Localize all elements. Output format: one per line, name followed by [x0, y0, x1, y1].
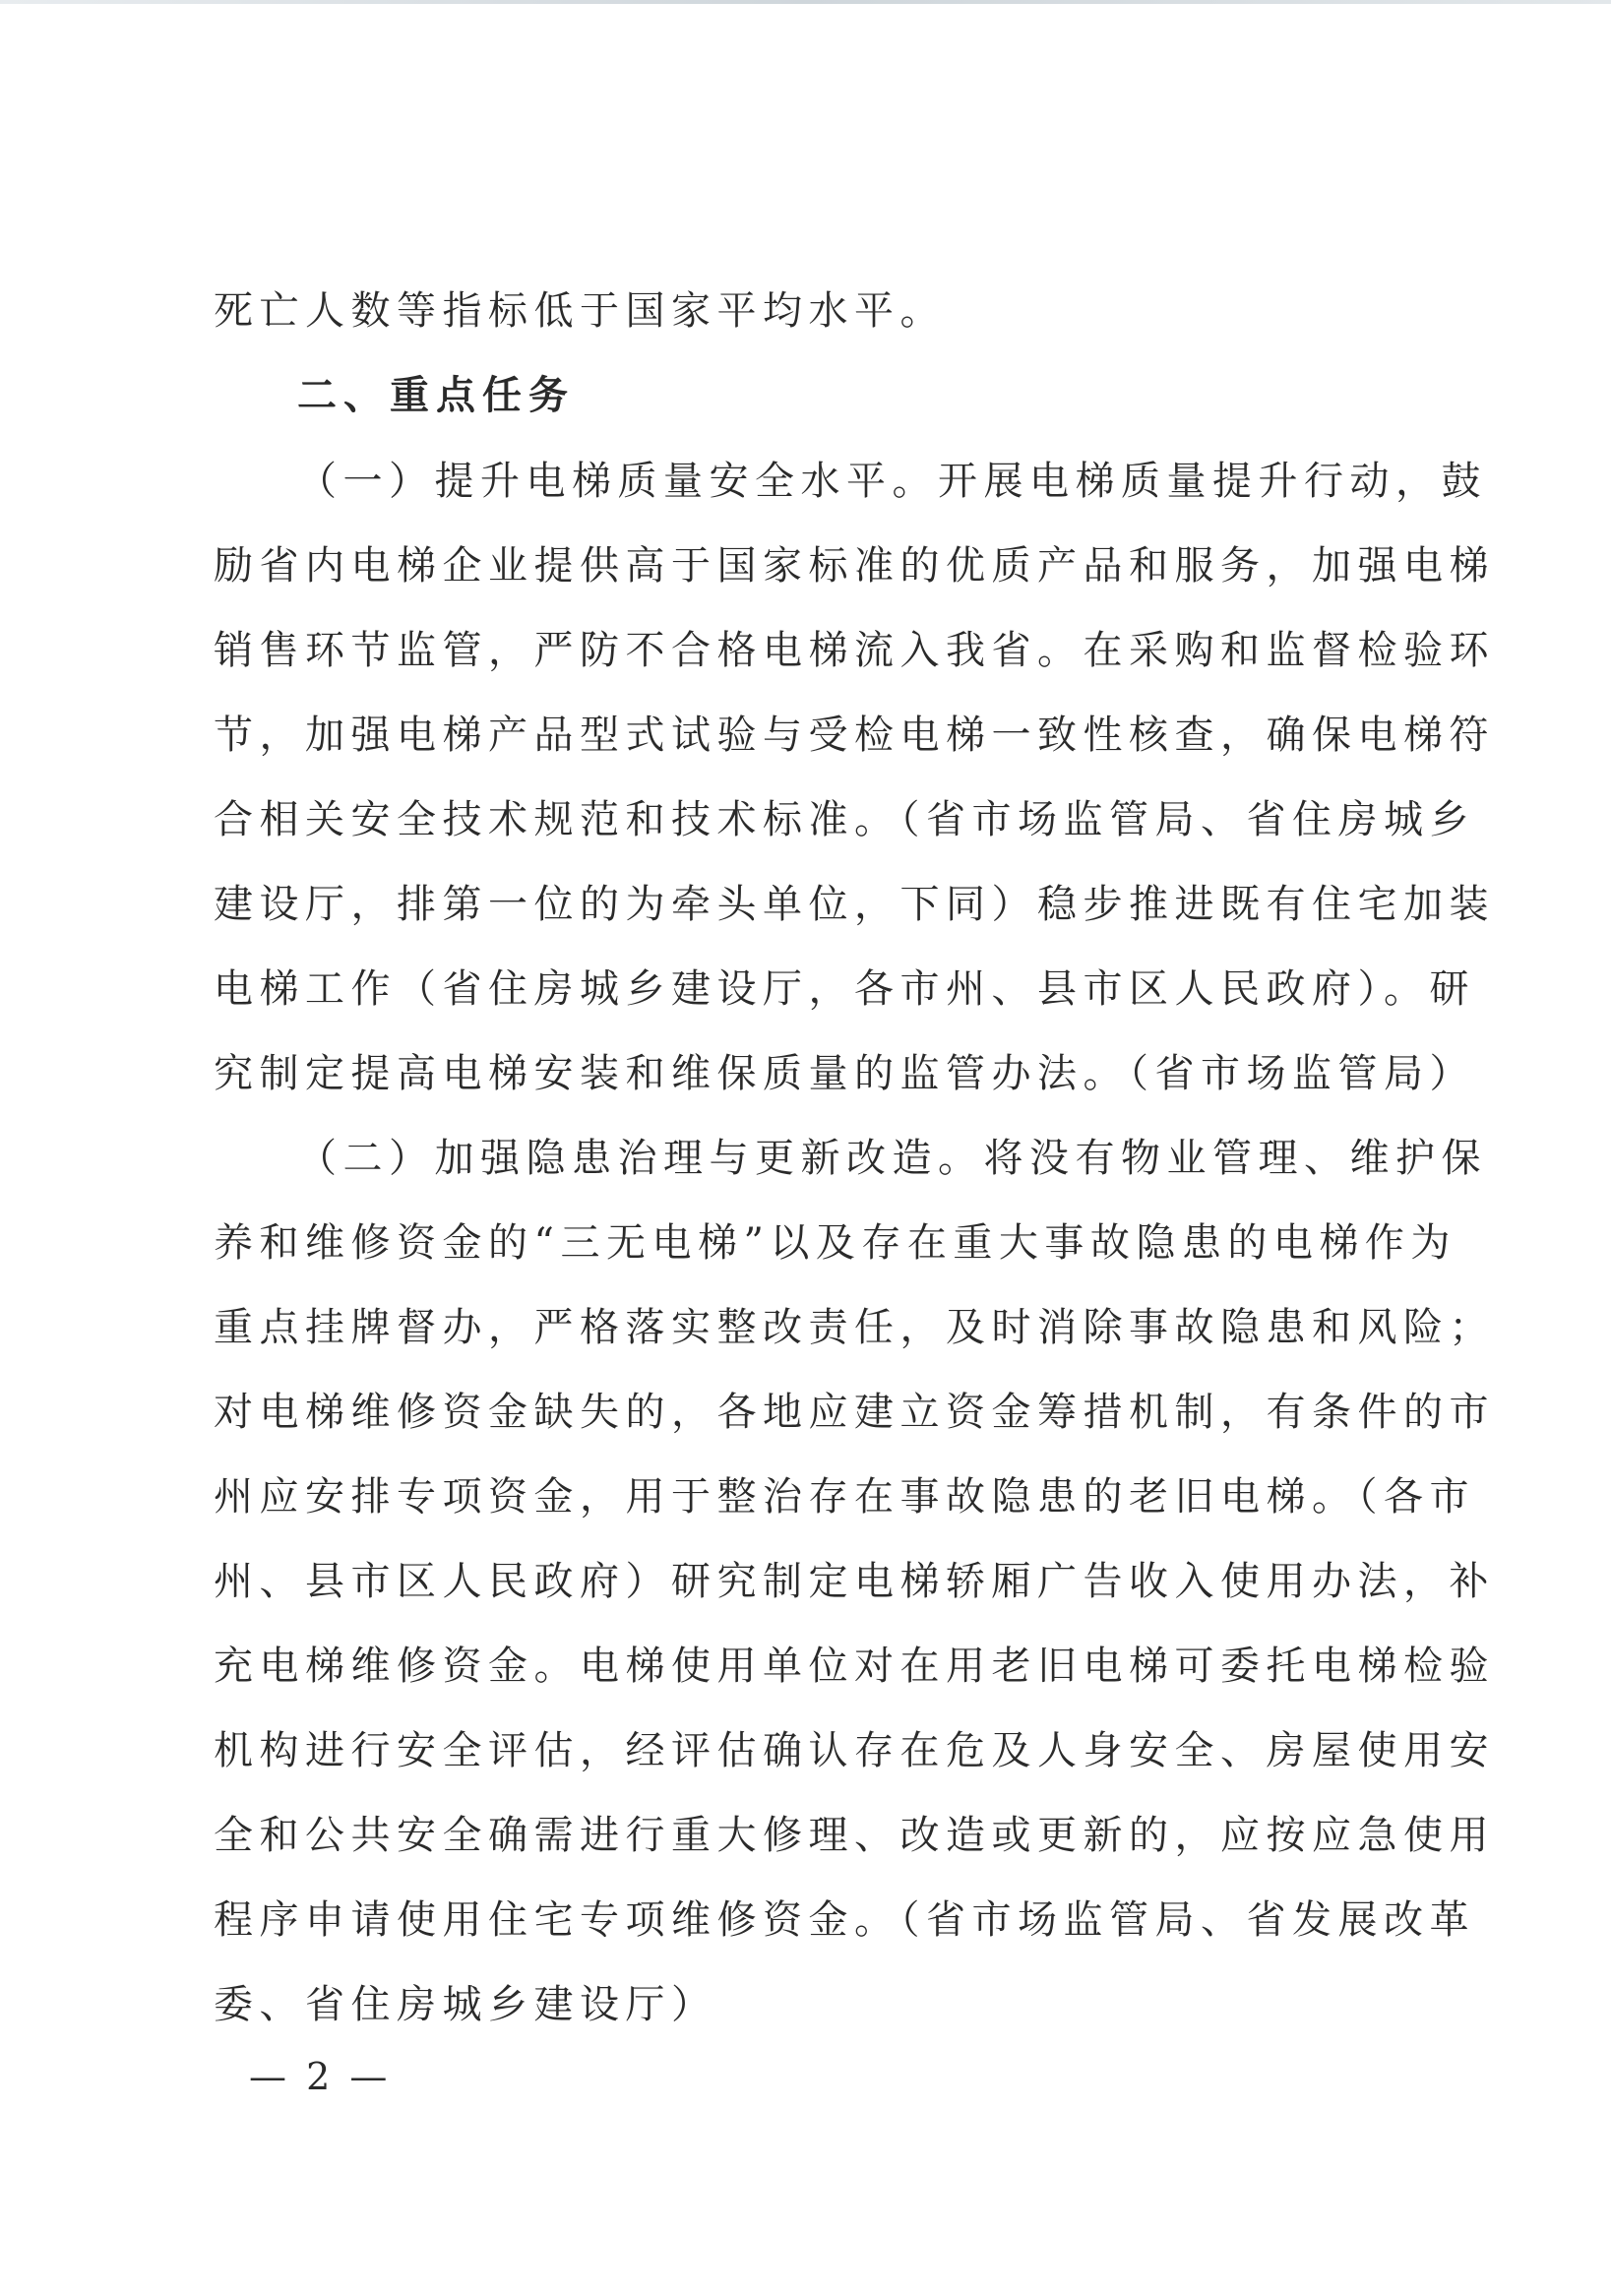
paragraph-line-10: 究制定提高电梯安装和维保质量的监管办法。（省市场监管局） — [214, 1051, 1475, 1096]
scan-top-edge — [0, 0, 1611, 4]
paragraph-line-9: 电梯工作（省住房城乡建设厅，各市州、县市区人民政府）。研 — [214, 966, 1475, 1012]
paragraph-line-4: 励省内电梯企业提供高于国家标准的优质产品和服务，加强电梯 — [214, 543, 1495, 589]
paragraph-line-6: 节，加强电梯产品型式试验与受检电梯一致性核查，确保电梯符 — [214, 713, 1495, 758]
paragraph-line-18: 机构进行安全评估，经评估确认存在危及人身安全、房屋使用安 — [214, 1728, 1495, 1773]
paragraph-line-16: 州、县市区人民政府）研究制定电梯轿厢广告收入使用办法，补 — [214, 1559, 1495, 1604]
paragraph-line-17: 充电梯维修资金。电梯使用单位对在用老旧电梯可委托电梯检验 — [214, 1644, 1495, 1689]
paragraph-line-7: 合相关安全技术规范和技术标准。（省市场监管局、省住房城乡 — [214, 797, 1475, 842]
paragraph-line-20: 程序申请使用住宅专项维修资金。（省市场监管局、省发展改革 — [214, 1897, 1475, 1943]
page-number: — 2 — — [249, 2055, 392, 2098]
paragraph-line-13: 重点挂牌督办，严格落实整改责任，及时消除事故隐患和风险； — [214, 1305, 1495, 1350]
section-heading: 二、重点任务 — [297, 373, 575, 418]
paragraph-line-19: 全和公共安全确需进行重大修理、改造或更新的，应按应急使用 — [214, 1813, 1495, 1858]
paragraph-line-14: 对电梯维修资金缺失的，各地应建立资金筹措机制，有条件的市 — [214, 1390, 1495, 1435]
paragraph-line-8: 建设厅，排第一位的为牵头单位，下同）稳步推进既有住宅加装 — [214, 882, 1495, 927]
paragraph-line-21: 委、省住房城乡建设厅） — [214, 1982, 717, 2027]
paragraph-line-1: 死亡人数等指标低于国家平均水平。 — [214, 288, 946, 334]
paragraph-line-5: 销售环节监管，严防不合格电梯流入我省。在采购和监督检验环 — [214, 628, 1495, 673]
paragraph-line-12: 养和维修资金的“三无电梯”以及存在重大事故隐患的电梯作为 — [214, 1220, 1456, 1266]
paragraph-line-3: （一）提升电梯质量安全水平。开展电梯质量提升行动，鼓 — [297, 459, 1487, 504]
paragraph-line-15: 州应安排专项资金，用于整治存在事故隐患的老旧电梯。（各市 — [214, 1474, 1475, 1520]
paragraph-line-11: （二）加强隐患治理与更新改造。将没有物业管理、维护保 — [297, 1136, 1487, 1181]
